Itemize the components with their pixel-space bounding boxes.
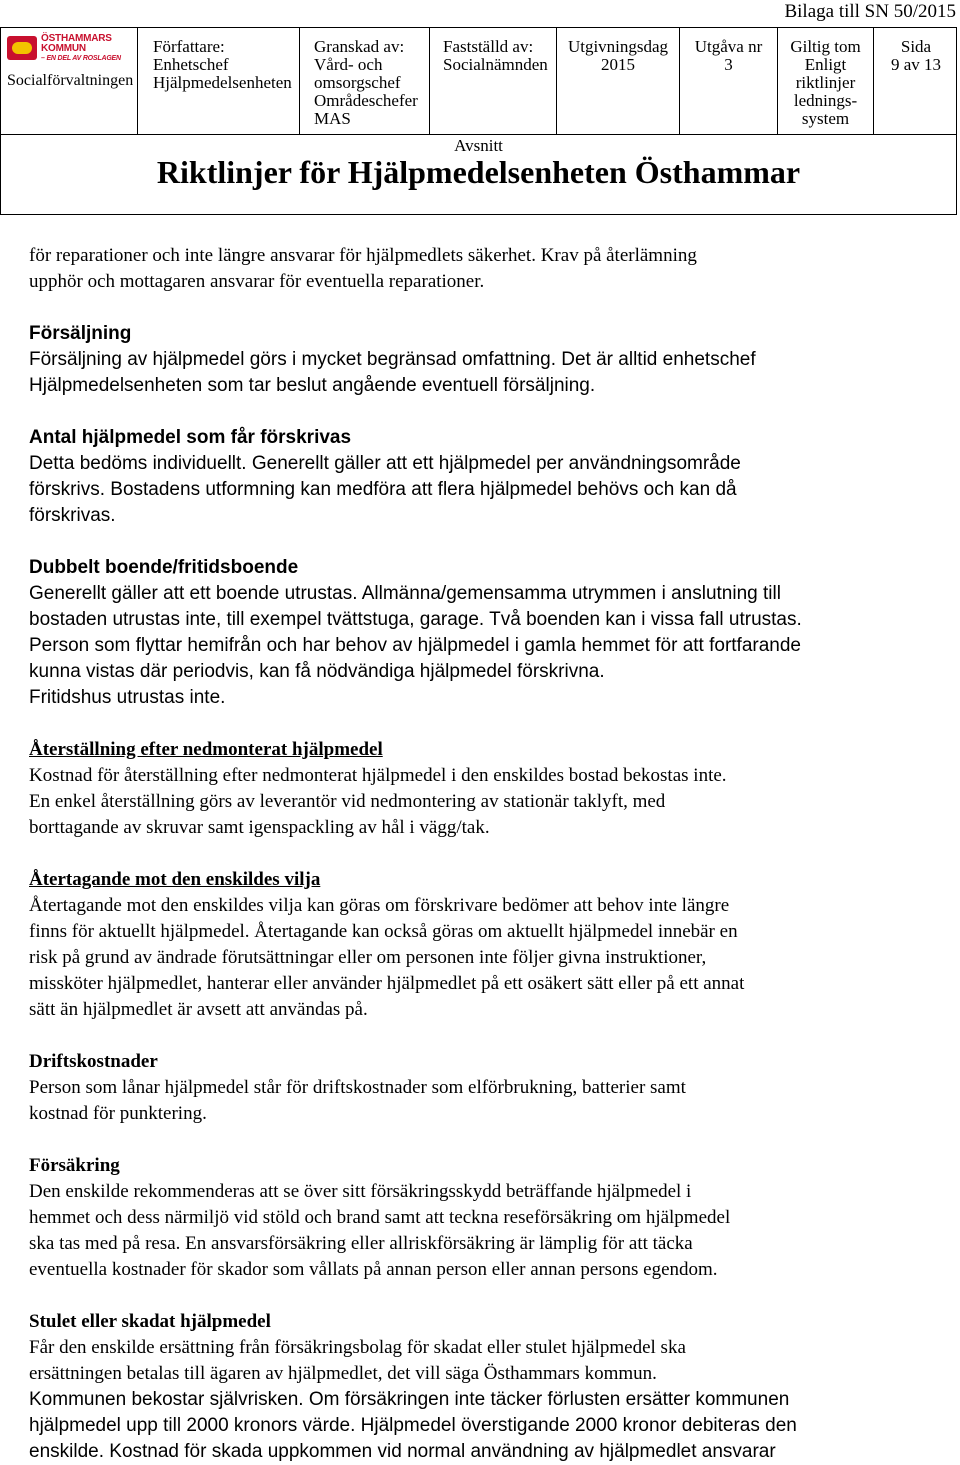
body-line: kostnad för punktering. — [29, 1103, 207, 1124]
body-line: Generellt gäller att ett boende utrustas. Allmänna/gemensamma utrymmen i anslutning till — [29, 583, 781, 604]
body-line: finns för aktuellt hjälpmedel. Återtagande kan också göras om aktuellt hjälpmedel innebär en — [29, 921, 738, 942]
body-line: missköter hjälpmedlet, hanterar eller använder hjälpmedlet på ett osäkert sätt eller på ett annat — [29, 973, 745, 994]
issue-date-label: Utgivningsdag — [567, 37, 669, 56]
body-line: för reparationer och inte längre ansvarar för hjälpmedlets säkerhet. Krav på återlämning — [29, 245, 697, 266]
body-line: hjälpmedel upp till 2000 kronors värde. Hjälpmedel överstigande 2000 kronor debiteras den — [29, 1415, 797, 1436]
page-label: Sida — [900, 37, 932, 56]
document-header-table — [0, 27, 957, 215]
section-label: Avsnitt — [454, 136, 503, 155]
body-line: Återtagande mot den enskildes vilja kan göras om förskrivare bedömer att behov inte längre — [29, 895, 730, 916]
document-body — [29, 243, 939, 1465]
reviewed-cell — [300, 28, 430, 134]
body-line: förskrivs. Bostadens utformning kan medföra att flera hjälpmedel behövs och kan då — [29, 479, 737, 500]
valid-until-line: lednings- — [793, 91, 858, 110]
valid-until-line: riktlinjer — [795, 73, 856, 92]
author-line: Hjälpmedelsenheten — [153, 73, 292, 92]
edition-value: 3 — [724, 55, 733, 74]
reviewed-line: Områdeschefer — [314, 91, 418, 110]
body-line: risk på grund av ändrade förutsättningar eller om personen inte följer givna instruktioner, — [29, 947, 707, 968]
reviewed-label: Granskad av: — [314, 37, 405, 56]
bilaga-label: Bilaga till SN 50/2015 — [784, 1, 956, 22]
section-heading: Dubbelt boende/fritidsboende — [29, 557, 299, 578]
body-line: Kommunen bekostar självrisken. Om försäkringen inte täcker förlusten ersätter kommunen — [29, 1389, 790, 1410]
body-line: hemmet och dess närmiljö vid stöld och brand samt att teckna reseförsäkring om hjälpmedel — [29, 1207, 731, 1228]
section-heading: Försäljning — [29, 323, 132, 344]
body-line: Person som flyttar hemifrån och har behov av hjälpmedel i gamla hemmet för att fortfarande — [29, 635, 801, 656]
body-line: upphör och mottagaren ansvarar för eventuella reparationer. — [29, 271, 485, 292]
section-heading: Återtagande mot den enskildes vilja — [29, 869, 321, 890]
author-line: Enhetschef — [153, 55, 229, 74]
logo-line1: ÖSTHAMMARS — [41, 33, 112, 44]
body-line: Fritidshus utrustas inte. — [29, 687, 226, 708]
valid-until-line: Enligt — [804, 55, 847, 74]
edition-label: Utgåva nr — [694, 37, 763, 56]
body-line: Får den enskilde ersättning från försäkringsbolag för skadat eller stulet hjälpmedel ska — [29, 1337, 686, 1358]
valid-until-cell — [778, 28, 874, 134]
body-line: bostaden utrustas inte, till exempel tvättstuga, garage. Två boenden kan i vissa fall utrustas. — [29, 609, 802, 630]
valid-until-line: system — [801, 109, 850, 128]
approved-label: Fastställd av: — [443, 37, 534, 56]
body-line: eventuella kostnader för skador som vållats på annan person eller annan persons egendom. — [29, 1259, 718, 1280]
section-heading: Antal hjälpmedel som får förskrivas — [29, 427, 352, 448]
logo-line3: – EN DEL AV ROSLAGEN — [41, 55, 121, 62]
body-line: förskrivas. — [29, 505, 116, 526]
reviewed-line: omsorgschef — [314, 73, 401, 92]
edition-cell — [680, 28, 778, 134]
body-line: Detta bedöms individuellt. Generellt gäller att ett hjälpmedel per användningsområde — [29, 453, 741, 474]
body-line: kunna vistas där periodvis, kan få nödvändiga hjälpmedel förskrivna. — [29, 661, 605, 682]
section-heading: Stulet eller skadat hjälpmedel — [29, 1311, 271, 1332]
section-heading: Återställning efter nedmonterat hjälpmedel — [29, 739, 383, 760]
body-line: Kostnad för återställning efter nedmonterat hjälpmedel i den enskildes bostad bekostas inte. — [29, 765, 727, 786]
author-cell — [138, 28, 300, 134]
logo-line2: KOMMUN — [41, 43, 86, 54]
body-line: En enkel återställning görs av leverantör vid nedmontering av stationär taklyft, med — [29, 791, 666, 812]
body-line: ska tas med på resa. En ansvarsförsäkring eller allriskförsäkring är lämplig för att täcka — [29, 1233, 693, 1254]
body-line: ersättningen betalas till ägaren av hjälpmedlet, det vill säga Östhammars kommun. — [29, 1363, 657, 1384]
issue-date-value: 2015 — [601, 55, 635, 74]
issue-date-cell — [557, 28, 680, 134]
document-title: Riktlinjer för Hjälpmedelsenheten Östhammar — [156, 154, 801, 190]
page-cell — [874, 28, 958, 134]
author-label: Författare: — [153, 37, 225, 56]
valid-until-label: Giltig tom — [790, 37, 861, 56]
crest-icon — [7, 36, 37, 60]
body-line: Hjälpmedelsenheten som tar beslut angående eventuell försäljning. — [29, 375, 596, 396]
municipality-logo — [7, 34, 131, 64]
body-line: Försäljning av hjälpmedel görs i mycket begränsad omfattning. Det är alltid enhetschef — [29, 349, 756, 370]
approved-cell — [430, 28, 557, 134]
body-line: Den enskilde rekommenderas att se över sitt försäkringsskydd beträffande hjälpmedel i — [29, 1181, 692, 1202]
body-line: sätt än hjälpmedlet är avsett att användas på. — [29, 999, 368, 1020]
reviewed-line: Vård- och — [314, 55, 383, 74]
body-line: borttagande av skruvar samt igenspackling av hål i vägg/tak. — [29, 817, 490, 838]
page-number: 9 av 13 — [890, 55, 942, 74]
approved-line: Socialnämnden — [443, 55, 548, 74]
section-heading: Försäkring — [29, 1155, 120, 1176]
header-divider — [1, 134, 956, 135]
body-line: Person som lånar hjälpmedel står för driftskostnader som elförbrukning, batterier samt — [29, 1077, 686, 1098]
reviewed-line: MAS — [314, 109, 351, 128]
logo-cell — [1, 28, 138, 134]
section-heading: Driftskostnader — [29, 1051, 158, 1072]
body-line: enskilde. Kostnad för skada uppkommen vid normal användning av hjälpmedlet ansvarar — [29, 1441, 776, 1462]
org-name: Socialförvaltningen — [7, 72, 134, 89]
